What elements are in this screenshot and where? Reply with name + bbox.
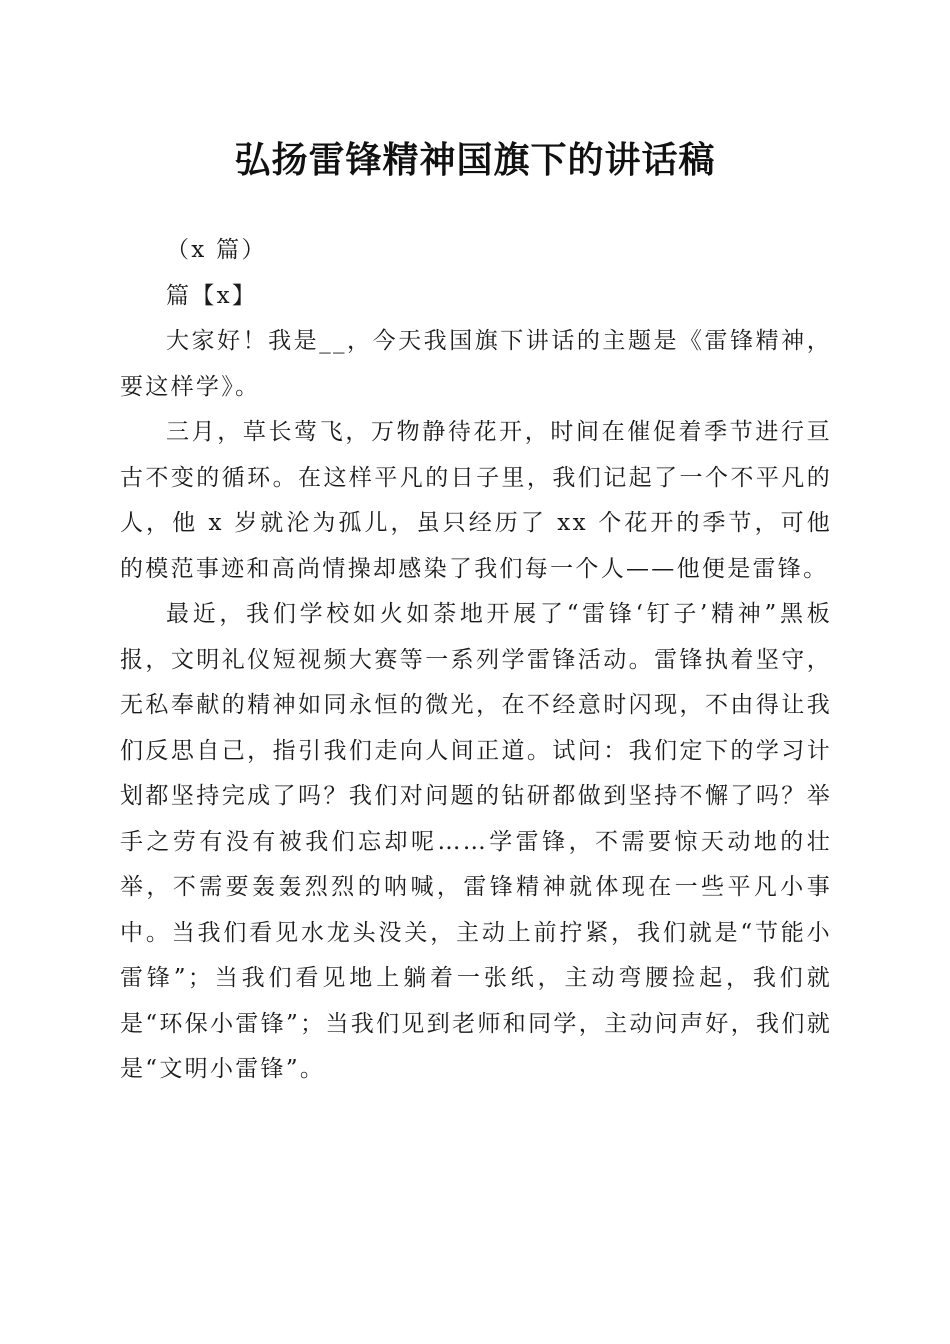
document-body xyxy=(120,228,832,1093)
document-title: 弘扬雷锋精神国旗下的讲话稿 xyxy=(234,139,716,181)
paragraph-greeting: 大家好！我是__，今天我国旗下讲话的主题是《雷锋精神，要这样学》。 xyxy=(120,328,832,400)
paragraph-march: 三月，草长莺飞，万物静待花开，时间在催促着季节进行亘古不变的循环。在这样平凡的日子里，我们记起了一个不平凡的人，他 x 岁就沦为孤儿，虽只经历了 xx 个花开的季节，可他的模范事迹和高尚情操却感染了我们每一个人——他便是雷锋。 xyxy=(120,419,832,582)
section-heading: 篇【x】 xyxy=(166,282,258,309)
section-count-note: （x 篇） xyxy=(166,237,267,263)
paragraph-activities: 最近，我们学校如火如荼地开展了“雷锋‘钉子’精神”黑板报，文明礼仪短视频大赛等一系列学雷锋活动。雷锋执着坚守，无私奉献的精神如同永恒的微光，在不经意时闪现，不由得让我们反思自己，指引我们走向人间正道。试问：我们定下的学习计划都坚持完成了吗？我们对问题的钻研都做到坚持不懈了吗？举手之劳有没有被我们忘却呢……学雷锋，不需要惊天动地的壮举，不需要轰轰烈烈的呐喊，雷锋精神就体现在一些平凡小事中。当我们看见水龙头没关，主动上前拧紧，我们就是“节能小雷锋”；当我们看见地上躺着一张纸，主动弯腰捡起，我们就是“环保小雷锋”；当我们见到老师和同学，主动问声好，我们就是“文明小雷锋”。 xyxy=(120,601,832,1082)
